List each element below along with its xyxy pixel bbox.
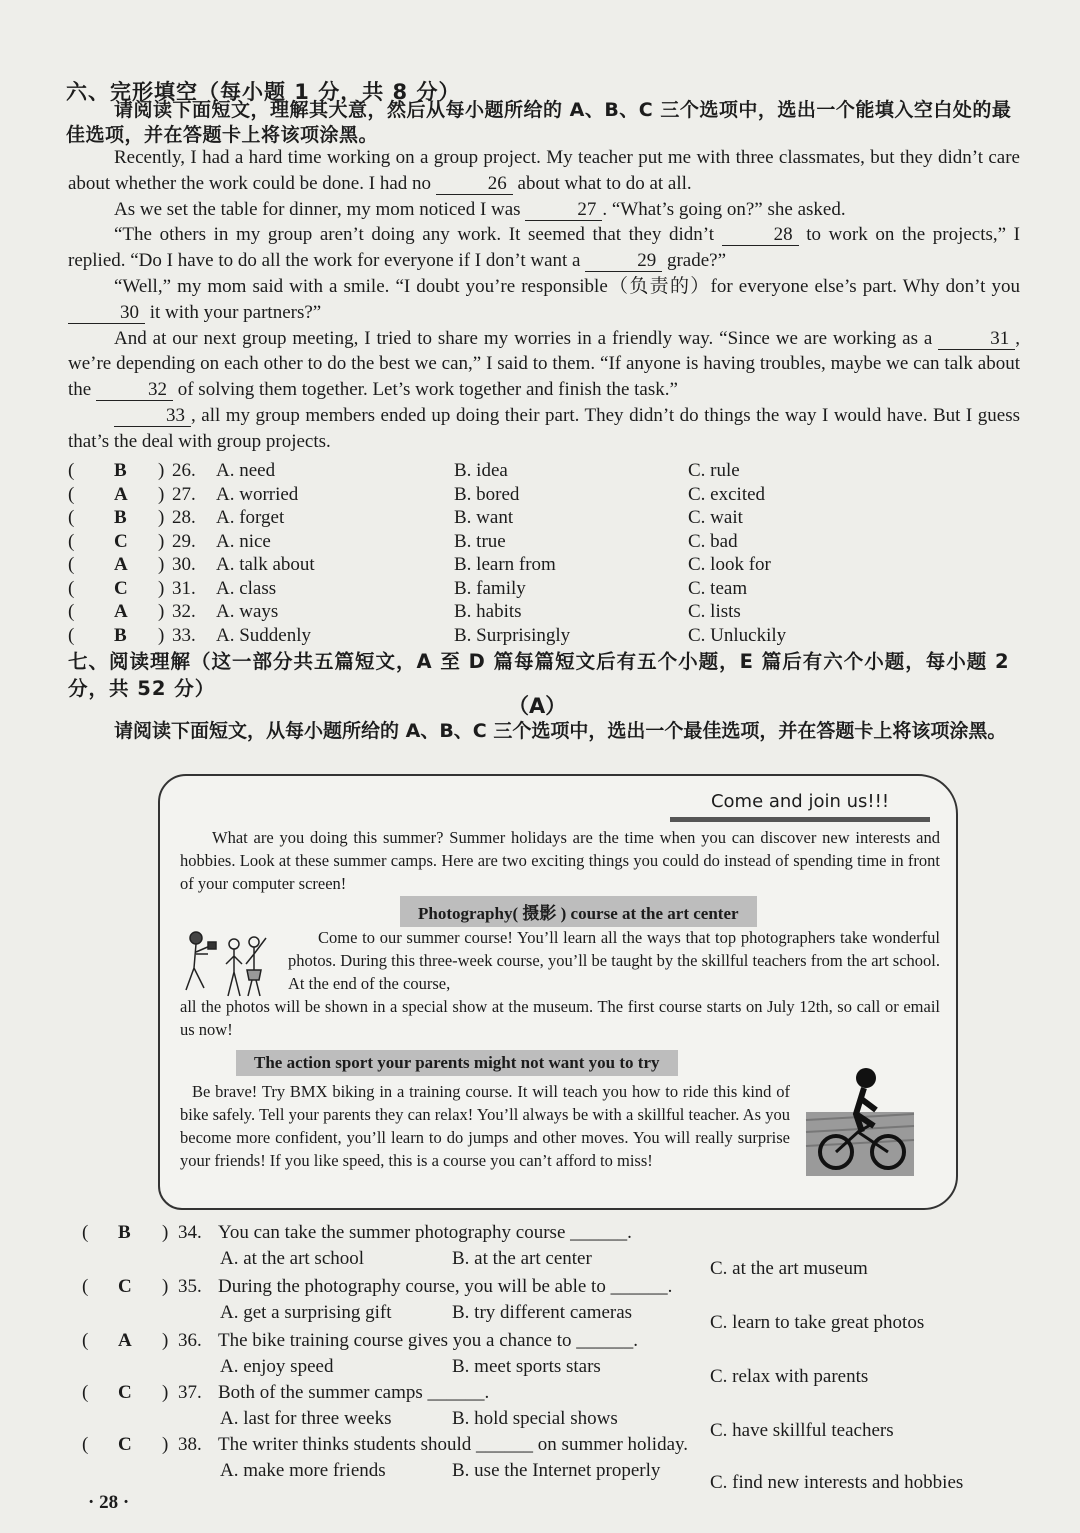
- blank-32: 32: [96, 380, 173, 401]
- answer-mark: C: [114, 577, 128, 599]
- question-row: ( C ) 29. A. nice B. true C. bad: [68, 530, 738, 552]
- passage-paragraph: And at our next group meeting, I tried to share my worries in a friendly way. “Since we are working as a 31 , we’re depending on each other to do the best we can,” I said to them. “If anyone is having troubles, maybe we can talk about the 32 of solving them together. Let’s work together and finish the task.”: [68, 327, 1020, 401]
- reading-question-35: ( C ) 35. During the photography course, you will be able to ______. A. get a surprising gift B. try different cameras C. learn to take great photos: [82, 1276, 925, 1333]
- question-row: ( A ) 27. A. worried B. bored C. excited: [68, 483, 766, 505]
- blank-29: 29: [585, 251, 662, 272]
- answer-mark: B: [114, 507, 127, 528]
- question-row: ( B ) 26. A. need B. idea C. rule: [68, 460, 740, 481]
- reading-question-38: ( C ) 38. The writer thinks students should ______ on summer holiday. A. make more friends B. use the Internet properly C. find new interests and hobbies: [82, 1434, 964, 1493]
- photography-text-part1: Come to our summer course! You’ll learn all the ways that top photographers take wonderful photos. During this three-week course, you’ll be taught by the skillful teachers from the art school. At the end of the course,: [288, 928, 940, 993]
- blank-26: 26: [436, 174, 513, 195]
- advertisement-box: [158, 774, 958, 1210]
- cloze-heading: 六、完形填空（每小题 1 分，共 8 分）: [66, 80, 461, 104]
- question-row: ( B ) 28. A. forget B. want C. wait: [68, 507, 743, 528]
- answer-mark: C: [118, 1434, 132, 1455]
- answer-mark: A: [114, 554, 128, 575]
- page-number: · 28 ·: [88, 1492, 130, 1513]
- question-row: ( A ) 32. A. ways B. habits C. lists: [68, 601, 741, 622]
- passage-paragraph: As we set the table for dinner, my mom noticed I was 27 . “What’s going on?” she asked.: [114, 198, 846, 220]
- answer-mark: A: [118, 1330, 132, 1351]
- answer-mark: A: [114, 483, 128, 505]
- bmx-title: The action sport your parents might not want you to try: [236, 1050, 678, 1076]
- photography-text-part2: all the photos will be shown in a special show at the museum. The first course starts on July 12th, so call or email us now!: [180, 997, 940, 1039]
- answer-mark: B: [114, 624, 127, 646]
- bmx-biker-illustration-icon: [800, 1062, 920, 1182]
- answer-mark: C: [114, 530, 128, 552]
- passage-paragraph: “The others in my group aren’t doing any work. It seemed that they didn’t 28 to work on the projects,” I replied. “Do I have to do all the work for everyone if I don’t want a 29 grade?”: [68, 224, 1021, 272]
- reading-instruction: 请阅读下面短文，从每小题所给的 A、B、C 三个选项中，选出一个最佳选项，并在答题卡上将该项涂黑。: [114, 720, 1007, 742]
- reading-question-36: ( A ) 36. The bike training course gives you a chance to ______. A. enjoy speed B. meet sports stars C. relax with parents: [82, 1330, 869, 1387]
- photography-title: Photography( 摄影 ) course at the art center: [400, 896, 757, 927]
- passage-paragraph: 33 , all my group members ended up doing their part. They didn’t do things the way I would have. But I guess that’s the deal with group projects.: [68, 404, 1020, 452]
- blank-31: 31: [938, 329, 1015, 350]
- cloze-instruction: 请阅读下面短文，理解其大意，然后从每小题所给的 A、B、C 三个选项中，选出一个能填入空白处的最佳选项，并在答题卡上将该项涂黑。: [66, 99, 1012, 146]
- answer-mark: A: [114, 601, 128, 622]
- passage-paragraph: “Well,” my mom said with a smile. “I doubt you’re responsible（负责的）for everyone else’s part. Why don’t you 30 it with your partners?”: [68, 274, 1020, 326]
- reading-question-34: ( B ) 34. You can take the summer photography course ______. A. at the art school B. at the art center C. at the art museum: [82, 1222, 868, 1279]
- passage-paragraph: Recently, I had a hard time working on a group project. My teacher put me with three classmates, but they didn’t care about whether the work could be done. I had no 26 about what to do at all.: [68, 147, 1020, 194]
- question-row: ( A ) 30. A. talk about B. learn from C. look for: [68, 554, 771, 575]
- ad-title: Come and join us!!!: [670, 786, 930, 822]
- question-row: ( C ) 31. A. class B. family C. team: [68, 577, 748, 599]
- ad-intro: What are you doing this summer? Summer holidays are the time when you can discover new interests and hobbies. Look at these summer camps. Here are two exciting things you could do instead of spending time in front of your computer screen!: [180, 828, 940, 893]
- blank-28: 28: [722, 225, 799, 246]
- blank-30: 30: [68, 303, 145, 324]
- section-a-label: （A）: [508, 694, 567, 718]
- exam-page: [48, 62, 1038, 1522]
- question-row: ( B ) 33. A. Suddenly B. Surprisingly C. Unluckily: [68, 624, 787, 646]
- answer-mark: C: [118, 1276, 132, 1297]
- reading-heading: 七、阅读理解（这一部分共五篇短文，A 至 D 篇每篇短文后有五个小题，E 篇后有六个小题，每小题 2 分，共 52 分）: [68, 650, 1010, 700]
- answer-mark: C: [118, 1382, 132, 1403]
- answer-mark: B: [114, 460, 127, 481]
- photographer-illustration-icon: [174, 924, 284, 1004]
- reading-question-37: ( C ) 37. Both of the summer camps ______. A. last for three weeks B. hold special shows C. have skillful teachers: [82, 1382, 894, 1441]
- cloze-passage: [68, 145, 1020, 455]
- bmx-text: Be brave! Try BMX biking in a training course. It will teach you how to ride this kind of bike safely. Tell your parents they can relax! You’ll always be with a skillful teacher. As you become more confident, you’ll learn to do jumps and other moves. You will really surprise your friends! If you like speed, this is a course you can’t afford to miss!: [180, 1082, 790, 1170]
- blank-27: 27: [525, 200, 602, 221]
- answer-mark: B: [118, 1222, 131, 1243]
- blank-33: 33: [114, 406, 191, 427]
